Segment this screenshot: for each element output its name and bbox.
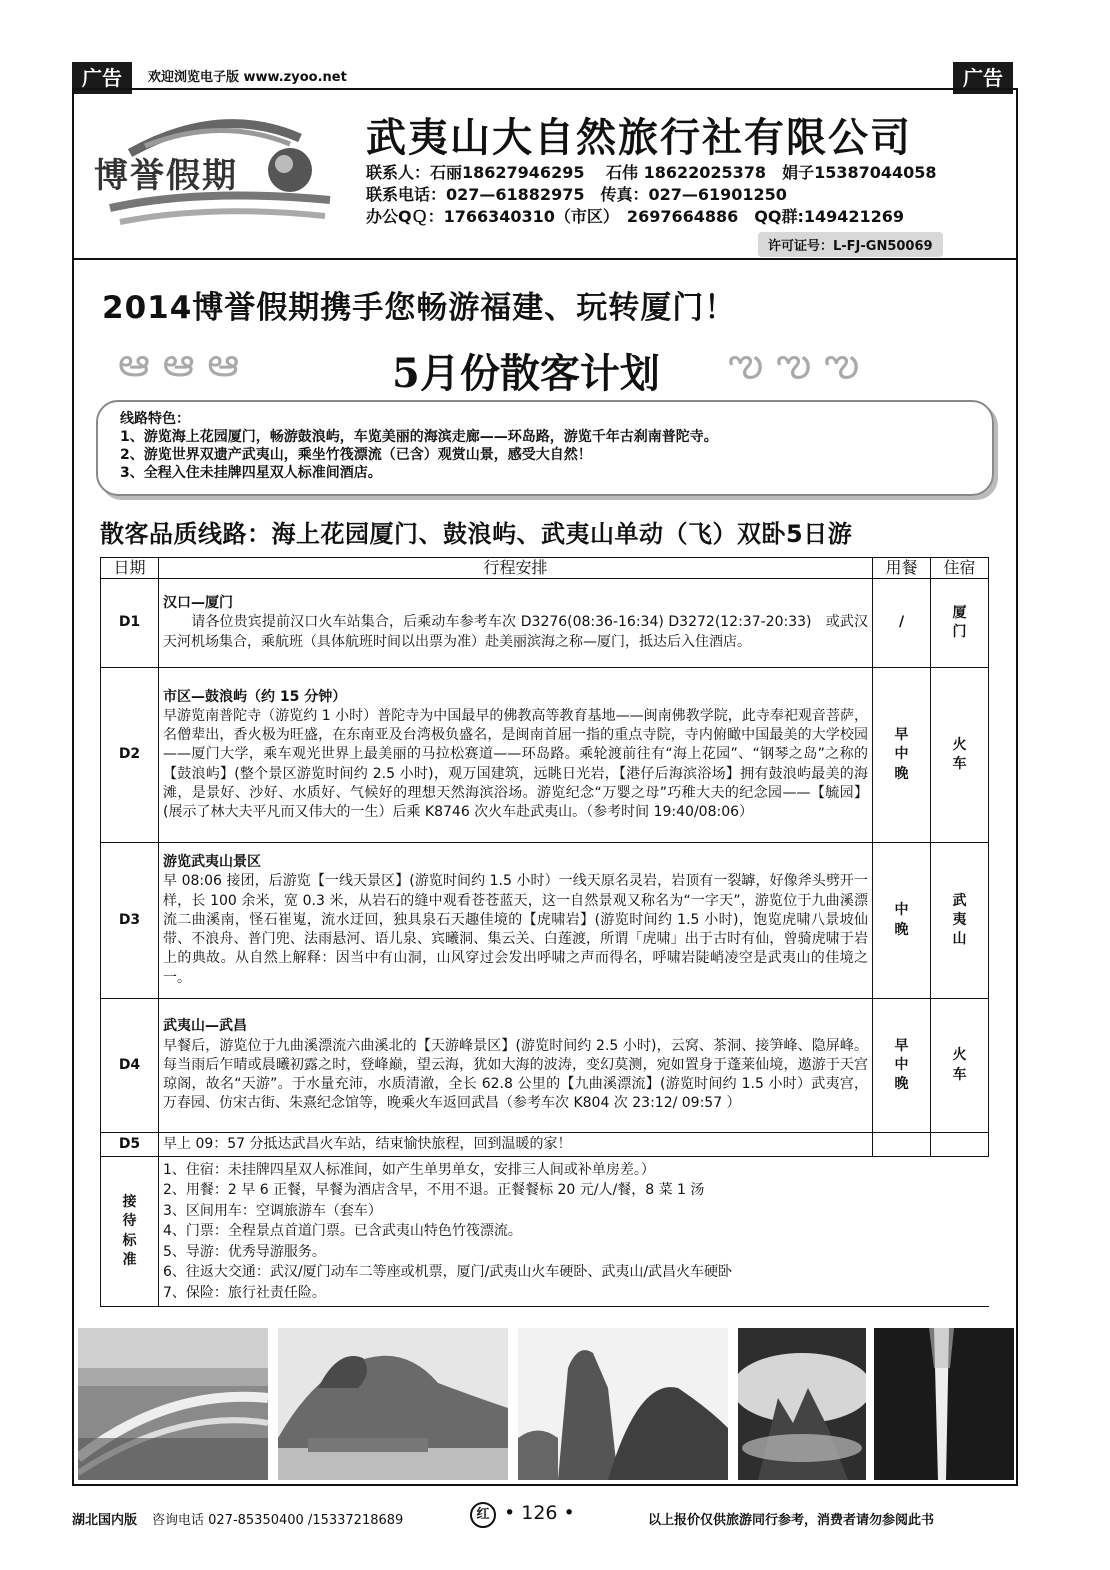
qq-line: 办公QＱ：1766340310（市区） 2697664886 QQ群:149421269 — [366, 207, 905, 226]
table-row — [101, 999, 989, 1133]
edition-badge-icon: 红 — [470, 1502, 496, 1528]
photo-misty-peaks — [738, 1328, 866, 1480]
day-cell: D4 — [101, 999, 159, 1133]
day-text: 请各位贵宾提前汉口火车站集合，后乘动车参考车次 D3276(08:36-16:34) D3272(12:37-20:33) 或武汉天河机场集合，乘航班（具体航班时间以出票为准）赴美丽滨海之称—厦门，抵达后入住酒店。 — [163, 614, 868, 650]
schedule-cell — [159, 1133, 873, 1157]
reception-item: 3、区间用车：空调旅游车（套车） — [163, 1202, 382, 1219]
day-title: 汉口—厦门 — [163, 595, 233, 612]
photo-mountain-peak — [518, 1328, 728, 1480]
photo-narrow-crevice — [874, 1328, 1014, 1480]
feature-item: 1、游览海上花园厦门，畅游鼓浪屿，车览美丽的海滨走廊——环岛路，游览千年古刹南普陀寺。 — [120, 429, 718, 445]
lodging-cell: 火 车 — [931, 999, 989, 1133]
day-cell: D3 — [101, 843, 159, 999]
day-title: 武夷山—武昌 — [163, 1018, 247, 1035]
photo-strip — [78, 1328, 1014, 1480]
license-badge: 许可证号：L-FJ-GN50069 — [758, 232, 943, 257]
reception-item: 5、导游：优秀导游服务。 — [163, 1243, 326, 1260]
lodging-cell: 武 夷 山 — [931, 843, 989, 999]
reception-item: 7、保险：旅行社责任险。 — [163, 1284, 326, 1301]
day-title: 市区—鼓浪屿（约 15 分钟） — [163, 688, 347, 705]
day-title: 游览武夷山景区 — [163, 854, 261, 871]
day-cell: D2 — [101, 668, 159, 843]
schedule-cell — [159, 668, 873, 843]
reception-item: 6、往返大交通：武汉/厦门动车二等座或机票，厦门/武夷山火车硬卧、武夷山/武昌火车硬卧 — [163, 1264, 733, 1281]
schedule-cell — [159, 579, 873, 668]
footer-phone: 咨询电话 027-85350400 /15337218689 — [152, 1513, 404, 1528]
table-row — [101, 843, 989, 999]
itinerary-table — [100, 557, 989, 1307]
reception-item: 4、门票：全程景点首道门票。已含武夷山特色竹筏漂流。 — [163, 1223, 522, 1240]
meal-cell: 早 中 晚 — [873, 668, 931, 843]
meal-cell — [873, 1133, 931, 1157]
reception-item: 1、住宿：未挂牌四星双人标准间，如产生单男单女，安排三人间或补单房差。） — [163, 1161, 655, 1178]
header-divider — [72, 258, 1018, 260]
reception-label: 接 待 标 准 — [101, 1157, 159, 1307]
reception-details — [159, 1157, 989, 1307]
company-name: 武夷山大自然旅行社有限公司 — [366, 115, 912, 161]
schedule-cell — [159, 843, 873, 999]
route-features — [96, 400, 994, 496]
contact-line: 联系人：石丽18627946295 石伟 18622025378 娟子15387044058 — [366, 163, 937, 182]
plan-title: 5月份散客计划 — [392, 350, 660, 397]
footer-edition: 湖北国内版 — [72, 1513, 138, 1528]
header-lodging: 住宿 — [931, 558, 989, 579]
table-row — [101, 668, 989, 843]
header-schedule: 行程安排 — [159, 558, 873, 579]
features-title: 线路特色： — [120, 411, 190, 427]
phone-line: 联系电话：027—61882975 传真：027—61901250 — [366, 185, 787, 204]
meal-cell: / — [873, 579, 931, 668]
reception-item: 2、用餐：2 早 6 正餐，早餐为酒店含早，不用不退。正餐餐标 20 元/人/餐，8 菜 1 汤 — [163, 1182, 705, 1199]
ornament-right-icon: ఌ ఌ ఌ — [728, 340, 860, 386]
table-row — [101, 579, 989, 668]
photo-island-rock — [278, 1328, 508, 1480]
headline: 2014博誉假期携手您畅游福建、玩转厦门！ — [102, 290, 737, 326]
schedule-cell — [159, 999, 873, 1133]
lodging-cell: 火 车 — [931, 668, 989, 843]
page-number: • 126 • — [504, 1502, 575, 1524]
feature-item: 2、游览世界双遗产武夷山，乘坐竹筏漂流（已含）观赏山景，感受大自然！ — [120, 447, 592, 463]
day-text: 早上 09：57 分抵达武昌火车站，结束愉快旅程，回到温暖的家！ — [163, 1135, 572, 1152]
meal-cell: 中 晚 — [873, 843, 931, 999]
photo-coastal-road — [78, 1328, 268, 1480]
route-title: 散客品质线路：海上花园厦门、鼓浪屿、武夷山单动（飞）双卧5日游 — [100, 520, 853, 548]
reception-row — [101, 1157, 989, 1307]
welcome-text: 欢迎浏览电子版 www.zyoo.net — [148, 70, 347, 85]
day-text: 早 08:06 接团，后游览【一线天景区】(游览时间约 1.5 小时）一线天原名灵岩，岩顶有一裂罅，好像斧头劈开一样，长 100 余米，宽 0.3 米，从岩石的缝中观看苍苍蓝天，这一自然景观又称名为“一字天”，游览位于九曲溪漂流二曲溪南，怪石崔嵬，流水迂回，独具泉石天趣佳境的【虎啸岩】(游览时间约 1.5 小时)，饱览虎啸八景坡仙带、不浪舟、普门兜、法雨悬河、语儿泉、宾曦洞、集云关、白莲渡，所谓「虎啸」出于古时有仙，曾骑虎啸于岩上的典故。从自然上解释：因当中有山洞，山风穿过会发出呼啸之声而得名，呼啸岩陡峭凌空是武夷山的佳境之一。 — [163, 873, 868, 986]
table-header-row — [101, 558, 989, 579]
ad-tag-left: 广告 — [72, 62, 132, 94]
day-text: 早游览南普陀寺（游览约 1 小时）普陀寺为中国最早的佛教高等教育基地——闽南佛教学院，此寺奉祀观音菩萨，名僧辈出，香火极为旺盛，在东南亚及台湾极负盛名，是闽南首屈一指的重点寺院，寺内俯瞰中国最美的大学校园——厦门大学，乘车观光世界上最美丽的马拉松赛道——环岛路。乘轮渡前往有“海上花园”、“钢琴之岛”之称的【鼓浪屿】(整个景区游览时间约 2.5 小时)，观万国建筑，远眺日光岩，【港仔后海滨浴场】拥有鼓浪屿最美的海滩，是景好、沙好、水质好、气候好的理想天然海滨浴场。游览纪念“万婴之母”巧稚大夫的纪念园——【毓园】(展示了林大夫平凡而又伟大的一生）后乘 K8746 次火车赴武夷山。（参考时间 19:40/08:06） — [163, 707, 868, 820]
feature-item: 3、全程入住未挂牌四星双人标准间酒店。 — [120, 465, 382, 481]
lodging-cell — [931, 1133, 989, 1157]
header-date: 日期 — [101, 558, 159, 579]
ornament-left-icon: ఆ ఆ ఆ — [118, 340, 240, 386]
day-cell: D1 — [101, 579, 159, 668]
day-cell: D5 — [101, 1133, 159, 1157]
footer-note: 以上报价仅供旅游同行参考，消费者请勿参阅此书 — [648, 1513, 935, 1528]
ad-tag-right: 广告 — [953, 62, 1013, 94]
company-logo — [90, 108, 345, 238]
table-row — [101, 1133, 989, 1157]
meal-cell: 早 中 晚 — [873, 999, 931, 1133]
header-meals: 用餐 — [873, 558, 931, 579]
logo-text: 博誉假期 — [94, 156, 238, 196]
day-text: 早餐后，游览位于九曲溪漂流六曲溪北的【天游峰景区】(游览时间约 2.5 小时)，云窝、茶洞、接笋峰、隐屏峰。每当雨后乍晴或晨曦初露之时，登峰巅，望云海，犹如大海的波涛，变幻莫测，宛如置身于蓬莱仙境，遨游于天宫琼阁，故名“天游”。于水量充沛，水质清澈，全长 62.8 公里的【九曲溪漂流】(游览时间约 1.5 小时）武夷宫，万春园、仿宋古街、朱熹纪念馆等，晚乘火车返回武昌（参考车次 K804 次 23:12/ 09:57 ） — [163, 1037, 868, 1112]
lodging-cell: 厦 门 — [931, 579, 989, 668]
